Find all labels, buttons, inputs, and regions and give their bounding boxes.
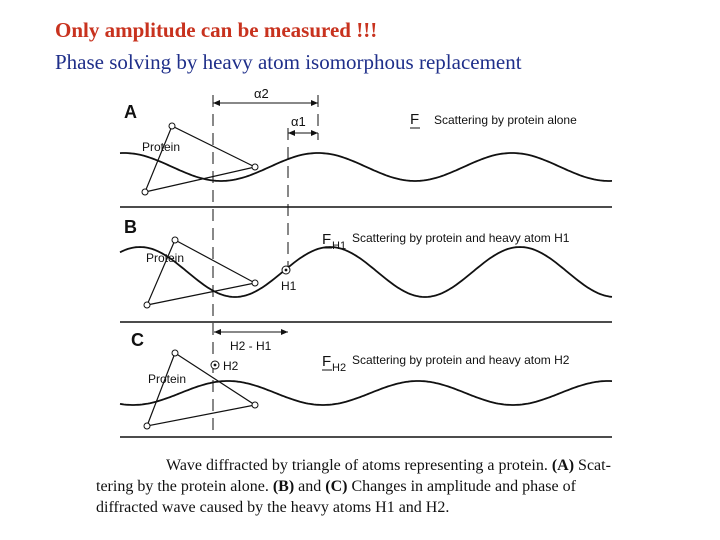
shift-label: H2 - H1 xyxy=(230,339,272,353)
panel-c-heavy-atom-core xyxy=(214,364,217,367)
panel-b-atom-1 xyxy=(172,237,178,243)
caption-b-ref: (B) xyxy=(272,478,295,495)
caption-line1: Wave diffracted by triangle of atoms representing a protein. xyxy=(166,457,548,474)
panel-c-atom-1 xyxy=(172,350,178,356)
caption-c-ref: (C) xyxy=(325,478,348,495)
panel-c-f-subscript: H2 xyxy=(332,362,347,374)
panel-b-protein-label: Protein xyxy=(146,251,185,265)
panel-c-protein-triangle xyxy=(147,353,255,426)
slide-title: Only amplitude can be measured !!! xyxy=(55,18,378,42)
panel-b-atom-3 xyxy=(252,280,258,286)
panel-c-atom-3 xyxy=(252,402,258,408)
panel-c-description: Scattering by protein and heavy atom H2 xyxy=(352,353,570,367)
panel-a-wave xyxy=(120,153,612,181)
panel-b-heavy-atom-core xyxy=(285,269,288,272)
caption-line2-start: tering by the protein alone. xyxy=(96,478,269,495)
panel-b-f-subscript: H1 xyxy=(332,240,347,252)
panel-c-atom-2 xyxy=(144,423,150,429)
panel-a-atom-2 xyxy=(142,189,148,195)
panel-c-letter: C xyxy=(131,330,144,350)
figure-caption xyxy=(96,455,661,518)
alpha1-arrowhead-left xyxy=(288,130,295,136)
shift-arrowhead-right xyxy=(281,329,288,335)
panel-b-protein-triangle xyxy=(147,240,255,305)
panel-a-atom-1 xyxy=(169,123,175,129)
alpha1-arrowhead-right xyxy=(311,130,318,136)
caption-line1-end: Scat- xyxy=(578,457,611,474)
alpha2-label: α2 xyxy=(254,86,269,101)
caption-a-ref: (A) xyxy=(551,457,575,474)
alpha1-label: α1 xyxy=(291,114,306,129)
caption-line2-end: Changes in amplitude and phase of xyxy=(351,478,576,495)
panel-b-f-label: F xyxy=(322,231,332,248)
panel-a-protein-triangle xyxy=(145,126,255,192)
shift-arrowhead-left xyxy=(214,329,221,335)
panel-b-letter: B xyxy=(124,217,137,237)
panel-c-heavy-atom-label: H2 xyxy=(223,359,239,373)
slide-subtitle: Phase solving by heavy atom isomorphous replacement xyxy=(55,50,522,74)
panel-a-atom-3 xyxy=(252,164,258,170)
panel-a-letter: A xyxy=(124,102,137,122)
panel-c-f-label: F xyxy=(322,353,332,370)
panel-c-wave xyxy=(120,381,612,405)
caption-line3: diffracted wave caused by the heavy atoms H1 and H2. xyxy=(96,499,450,516)
panel-a-description: Scattering by protein alone xyxy=(434,113,577,127)
alpha2-arrowhead-left xyxy=(213,100,220,106)
caption-and: and xyxy=(298,478,322,495)
panel-b-wave xyxy=(120,247,612,297)
panel-c-protein-label: Protein xyxy=(148,372,187,386)
panel-b-heavy-atom-label: H1 xyxy=(281,279,297,293)
panel-a-f-label: F xyxy=(410,111,420,128)
alpha2-arrowhead-right xyxy=(311,100,318,106)
panel-a-protein-label: Protein xyxy=(142,140,181,154)
panel-b-description: Scattering by protein and heavy atom H1 xyxy=(352,231,570,245)
panel-b-atom-2 xyxy=(144,302,150,308)
